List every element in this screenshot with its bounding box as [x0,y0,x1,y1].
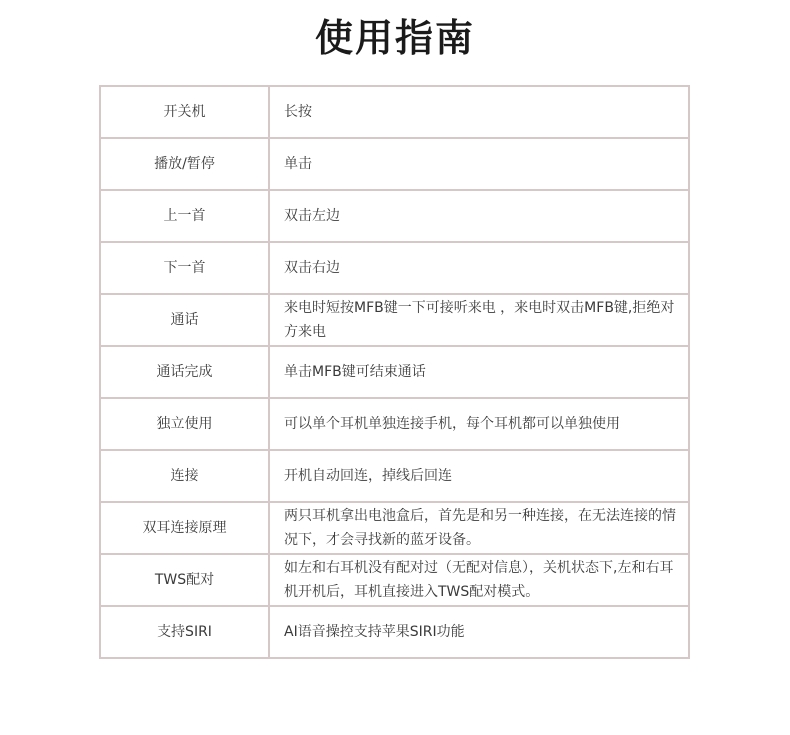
table-row [100,294,689,346]
function-label: 支持SIRI [100,606,269,658]
function-label: 下一首 [100,242,269,294]
function-label: 双耳连接原理 [100,502,269,554]
usage-guide-table [99,85,690,659]
operation-desc: 来电时短按MFB键一下可接听来电 ，来电时双击MFB键,拒绝对方来电 [269,294,689,346]
table-row [100,138,689,190]
table-row [100,86,689,138]
operation-desc: 两只耳机拿出电池盒后，首先是和另一种连接，在无法连接的情况下，才会寻找新的蓝牙设备。 [269,502,689,554]
function-label: 播放/暂停 [100,138,269,190]
table-row [100,398,689,450]
function-label: 上一首 [100,190,269,242]
operation-desc: 双击右边 [269,242,689,294]
function-label: 连接 [100,450,269,502]
function-label: 通话 [100,294,269,346]
table-row [100,346,689,398]
operation-desc: 单击MFB键可结束通话 [269,346,689,398]
table-row [100,554,689,606]
table-row [100,502,689,554]
operation-desc: 长按 [269,86,689,138]
table-row [100,450,689,502]
function-label: 开关机 [100,86,269,138]
function-label: 通话完成 [100,346,269,398]
operation-desc: 开机自动回连，掉线后回连 [269,450,689,502]
operation-desc: 双击左边 [269,190,689,242]
operation-desc: AI语音操控支持苹果SIRI功能 [269,606,689,658]
operation-desc: 如左和右耳机没有配对过（无配对信息），关机状态下,左和右耳机开机后，耳机直接进入TWS配对模式。 [269,554,689,606]
operation-desc: 单击 [269,138,689,190]
table-row [100,190,689,242]
page-title: 使用指南 [314,16,475,60]
table-row [100,606,689,658]
operation-desc: 可以单个耳机单独连接手机，每个耳机都可以单独使用 [269,398,689,450]
function-label: TWS配对 [100,554,269,606]
table-row [100,242,689,294]
function-label: 独立使用 [100,398,269,450]
